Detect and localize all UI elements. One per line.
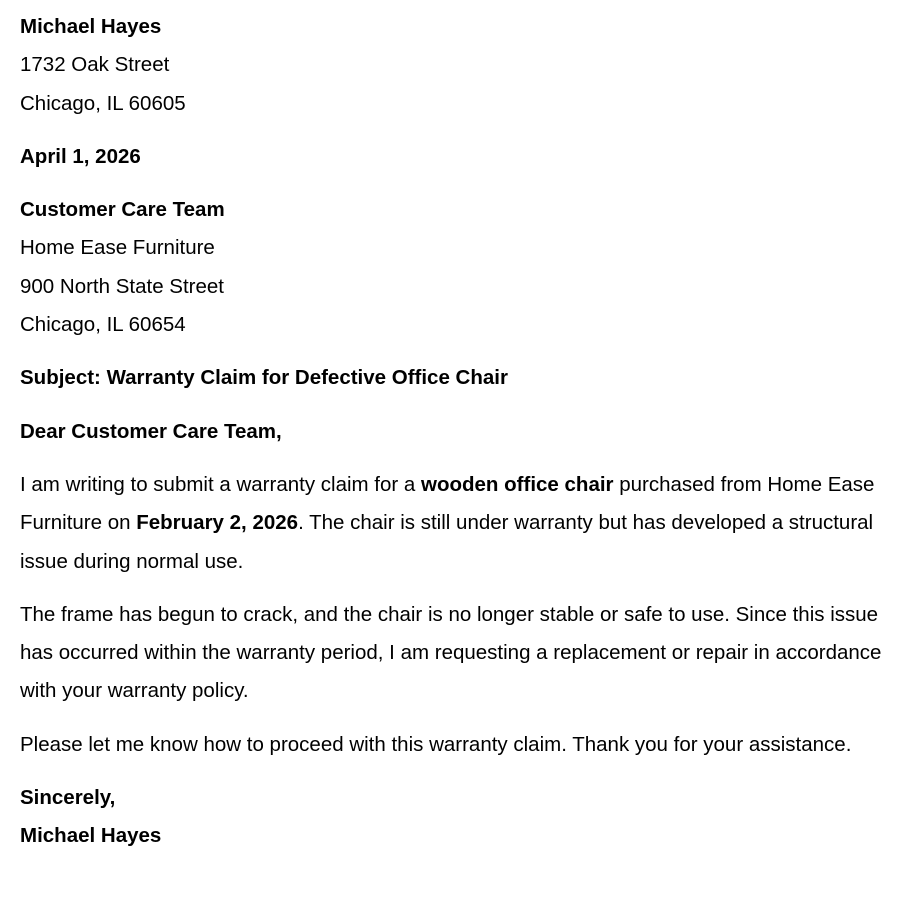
- recipient-company: Home Ease Furniture: [20, 236, 215, 260]
- sender-address: [20, 8, 890, 123]
- letter: [20, 8, 890, 871]
- text: . The chair is still under warranty but has developed a structural issue during normal use.: [20, 511, 874, 573]
- letter-date: April 1, 2026: [20, 144, 141, 168]
- sender-name: Michael Hayes: [20, 15, 162, 38]
- salutation: Dear Customer Care Team,: [20, 419, 282, 443]
- sender-city: Chicago, IL 60605: [20, 91, 186, 115]
- sign-off: [20, 779, 890, 856]
- body-paragraph-3: Please let me know how to proceed with this warranty claim. Thank you for your assistance.: [20, 732, 852, 756]
- recipient-city: Chicago, IL 60654: [20, 313, 186, 337]
- recipient-team: Customer Care Team: [20, 198, 225, 222]
- sender-street: 1732 Oak Street: [20, 53, 170, 77]
- purchase-date: February 2, 2026: [136, 511, 299, 535]
- product-name: wooden office chair: [421, 472, 614, 496]
- recipient-address: [20, 191, 890, 344]
- closing: Sincerely,: [20, 786, 116, 810]
- text: I am writing to submit a warranty claim for a: [20, 472, 422, 496]
- body-paragraph-1: [20, 466, 890, 581]
- subject-line: Subject: Warranty Claim for Defective Office Chair: [20, 366, 508, 390]
- signature: Michael Hayes: [20, 824, 162, 848]
- body-paragraph-2: The frame has begun to crack, and the chair is no longer stable or safe to use. Since this issue has occurred within the warranty period, I am requesting a replacement or repair in accordance with your warranty policy.: [20, 602, 882, 703]
- text: purchased from Home Ease Furniture on: [20, 472, 875, 535]
- recipient-street: 900 North State Street: [20, 274, 224, 298]
